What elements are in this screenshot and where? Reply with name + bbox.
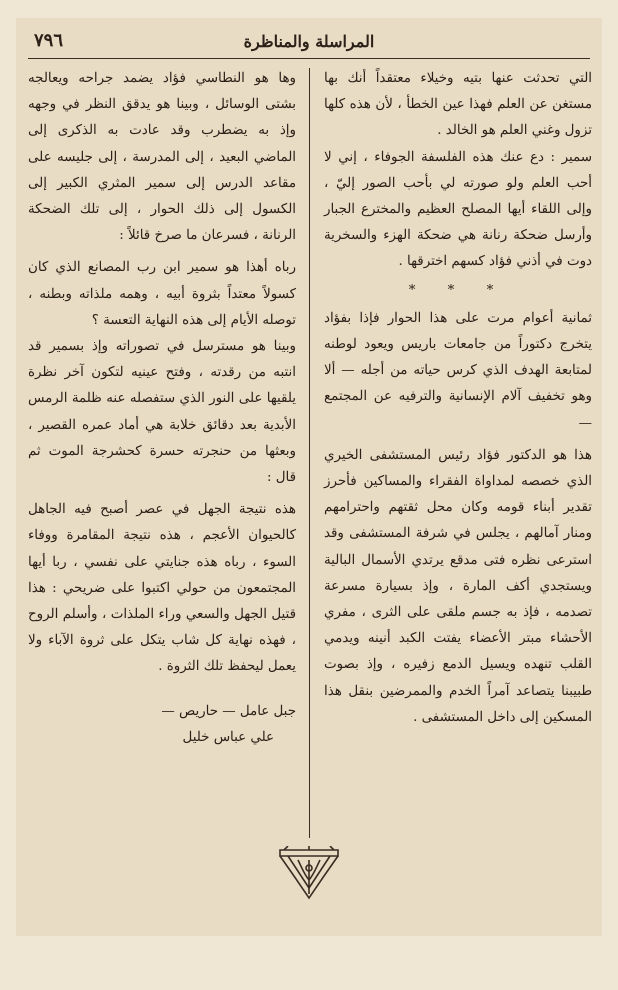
page-number: ٧٩٦ — [34, 30, 64, 51]
paragraph: هذا هو الدكتور فؤاد رئيس المستشفى الخيري الذي خصصه لمداواة الفقراء والمساكين فأحرز تقدير أبناء قومه وكان محل ثقتهم واحترامهم ومنار آمالهم ، يجلس في شرفة المستشفى وقد استرعى نظره فتى مدقع يرتدي الأسمال البالية ويستجدي أكف المارة ، وإذ بسيارة مسرعة تصدمه ، فإذ به جسم ملقى على الثرى ، مفري الأحشاء مبتر الأعضاء يفتت الكبد أنينه ويدمي القلب تنهده ويسيل الدمع زفيره ، وإذ بصوت طبيبنا يتصاعد آمراً الخدم والممرضين بنقل هذا المسكين إلى داخل المستشفى . — [324, 447, 592, 725]
column-divider — [309, 68, 310, 838]
paragraph: سمير : دع عنك هذه الفلسفة الجوفاء ، إني لا أحب العلم ولو صورته لي بأحب الصور إليّ ، وإلى اللقاء أيها المصلح العظيم والمخترع الجبار وأرسل ضحكة رنانة هي ضحكة الهزء والسخرية دوت في أذني فؤاد كسهم اخترقها . — [324, 149, 592, 270]
paragraph: ثمانية أعوام مرت على هذا الحوار فإذا بفؤاد يتخرج دكتوراً من جامعات باريس ويعود لوطنه لمتابعة الهدف الذي كرس حياته من أجله — ألا وهو تخفيف آلام الإنسانية والترفيه عن المجتمع — — [324, 310, 592, 431]
left-column — [28, 66, 296, 751]
paragraph: التي تحدثت عنها بتيه وخيلاء معتقداً أنك بها مستغن عن العلم فهذا عين الخطأ ، لأن هذه كلها تزول وغني العلم هو الخالد . — [324, 71, 592, 139]
floral-ornament-icon — [274, 846, 344, 902]
page-header — [28, 28, 590, 59]
right-column — [324, 66, 592, 731]
signature-author: علي عباس خليل — [182, 729, 274, 745]
section-title: المراسلة والمناظرة — [243, 32, 375, 51]
section-separator: * * * — [408, 282, 508, 298]
paragraph: وها هو النطاسي فؤاد يضمد جراحه ويعالجه بشتى الوسائل ، وبينا هو يدقق النظر في وجهه وإذ به يضطرب وقد عادت به الذكرى إلى الماضي البعيد ، إلى المدرسة ، إلى جليسه على مقاعد الدرس إلى سمير المثري الكبير إلى الكسول إلى ذلك الحوار ، إلى تلك الضحكة الرنانة ، فسرعان ما صرخ قائلاً : — [28, 71, 296, 244]
signature-location: جبل عامل — حاريص — — [161, 703, 296, 719]
paragraph: وبينا هو مسترسل في تصوراته وإذ بسمير قد انتبه من رقدته ، وفتح عينيه لتكون آخر نظرة يلقيها على النور الذي ستفصله عنه ظلمة الرمس الأبدية بعد دقائق خلابة هي أماد عمره القصير ، وبعثها من حنجرته حسرة كحشرجة الموت ثم قال : — [28, 339, 296, 486]
paragraph: رباه أهذا هو سمير ابن رب المصانع الذي كان كسولاً معتداً بثروة أبيه ، وهمه ملذاته وبطنه ، توصله الأيام إلى هذه النهاية التعسة ؟ — [28, 260, 296, 328]
document-page — [16, 18, 602, 936]
paragraph: هذه نتيجة الجهل في عصر أصبح فيه الجاهل كالحيوان الأعجم ، هذه نتيجة المقامرة ووفاء السوء ، رباه هذه جنايتي على نفسي ، ربا أيها المجتمعون من حولي اكتبوا على ضريحي : هذا قتيل الجهل والسعي وراء الملذات ، وأسلم الروح ، فهذه نهاية كل شاب يتكل على ثروة الآباء ولا يعمل ليحفظ تلك الثروة . — [28, 502, 296, 675]
